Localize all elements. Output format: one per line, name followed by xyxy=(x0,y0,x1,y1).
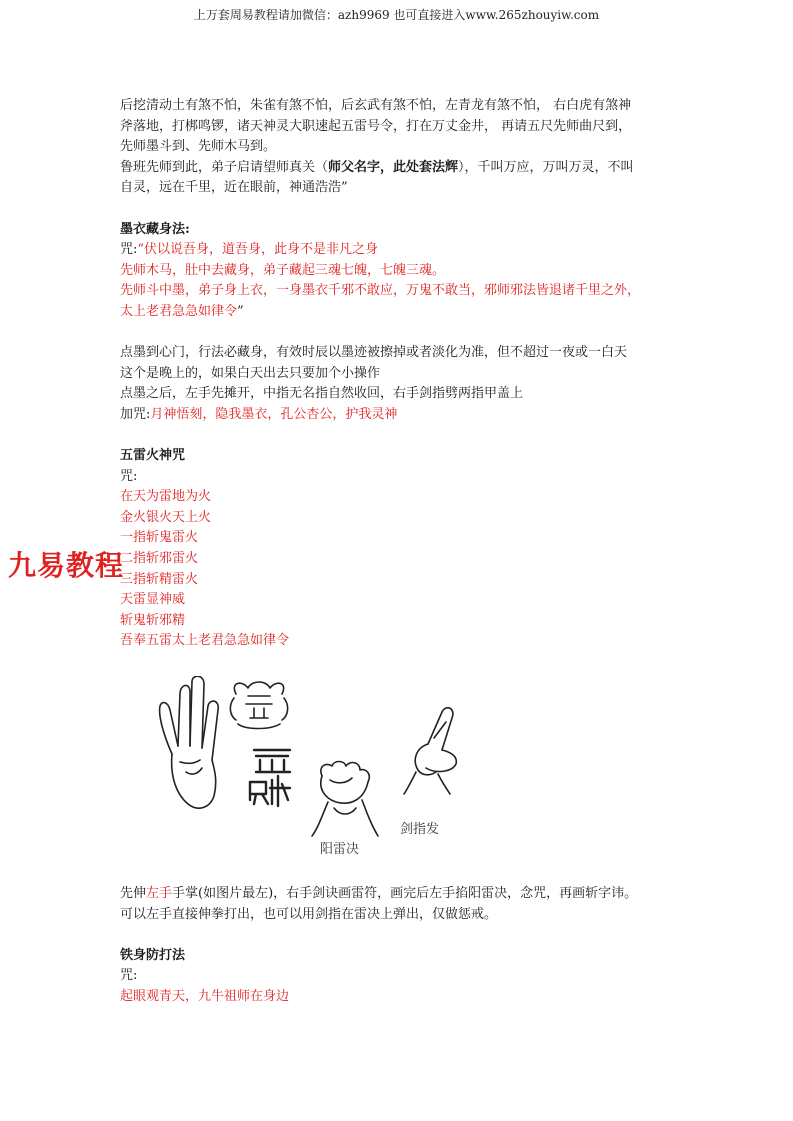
section-title-tieshen: 铁身防打法 xyxy=(120,947,186,963)
tieshen-zhou-label: 咒: xyxy=(120,968,138,984)
intro-line-4-a: 鲁班先师到此，弟子启请望师真关（ xyxy=(120,159,329,175)
open-palm-icon xyxy=(160,676,219,808)
moyi-zhou-line-1 xyxy=(120,240,680,261)
sword-finger-icon xyxy=(404,708,456,794)
intro-line-4-c: ），千叫万应，万叫万灵，不叫 xyxy=(458,159,634,175)
yang-lei-fist-icon xyxy=(312,762,378,837)
jiazhou-text: 月神悟刻，隐我墨衣，孔公杏公，护我灵神 xyxy=(150,406,398,422)
moyi-chant-3: 先师斗中墨，弟子身上衣，一身墨衣千邪不敢应，万鬼不敢当，邪师邪法皆退诸千里之外， xyxy=(120,283,641,299)
moyi-chant-4-a: 太上老君急急如律令 xyxy=(120,303,238,319)
wulei-line: 天雷显神威 xyxy=(120,592,186,608)
wulei-line: 二指斩邪雷火 xyxy=(120,551,199,567)
jiazhou-label: 加咒: xyxy=(120,406,151,422)
zhou-label: 咒: xyxy=(120,242,138,258)
moyi-desc-1: 点墨到心门，行法必藏身，有效时辰以墨迹被擦掉或者淡化为准，但不超过一夜或一白天 xyxy=(120,345,628,361)
intro-line-2: 斧落地，打梆鸣锣，诸天神灵大职速起五雷号令，打在万丈金井， 再请五尺先师曲尺到， xyxy=(120,118,632,134)
wulei-line: 吾奉五雷太上老君急急如律令 xyxy=(120,633,290,649)
after-line-1-c: 手掌(如图片最左)，右手剑诀画雷符，画完后左手掐阳雷决，念咒，再画斩字讳。 xyxy=(172,886,638,901)
moyi-desc-4 xyxy=(120,405,680,426)
intro-line-4 xyxy=(120,158,680,179)
tieshen-chant-1: 起眼观青天，九牛祖师在身边 xyxy=(120,988,290,1004)
wulei-line: 在天为雷地为火 xyxy=(120,489,212,505)
label-jianzhi: 剑指发 xyxy=(400,822,440,837)
label-yanglei: 阳雷决 xyxy=(320,842,360,857)
after-line-1-a: 先伸 xyxy=(120,886,147,901)
moyi-chant-2: 先师木马，肚中去藏身，弟子藏起三魂七魄，七魄三魂。 xyxy=(120,262,446,278)
thunder-talisman-icon xyxy=(230,682,287,729)
moyi-chant-1: “伏以说吾身，道吾身，此身不是非凡之身 xyxy=(137,242,379,258)
moyi-chant-4 xyxy=(120,302,680,323)
after-line-2: 可以左手直接伸拳打出，也可以用剑指在雷决上弹出，仅做惩戒。 xyxy=(120,906,498,922)
hand-gesture-figure xyxy=(150,676,480,856)
intro-line-5: 自灵，远在千里，近在眼前，神通浩浩” xyxy=(120,180,348,196)
page-header: 上万套周易教程请加微信：azh9969 也可直接进入www.265zhouyiw.com xyxy=(193,8,600,22)
section-title-wulei: 五雷火神咒 xyxy=(120,448,186,464)
wulei-zhou-label: 咒: xyxy=(120,468,138,484)
wulei-line: 斩鬼斩邪精 xyxy=(120,612,186,628)
after-line-1 xyxy=(120,884,680,905)
left-hand-highlight: 左手 xyxy=(146,886,173,901)
zhan-gui-glyph-icon xyxy=(250,750,290,806)
document-body-lower xyxy=(120,884,680,1008)
section-title-moyi: 墨衣藏身法: xyxy=(120,221,190,237)
moyi-desc-2: 这个是晚上的，如果白天出去只要加个小操作 xyxy=(120,365,381,381)
intro-line-3: 先师墨斗到、先师木马到。 xyxy=(120,139,277,155)
moyi-desc-3: 点墨之后，左手先摊开，中指无名指自然收回，右手剑指劈两指甲盖上 xyxy=(120,386,524,402)
watermark-logo: 九易教程 xyxy=(8,549,125,582)
master-name-note: 师父名字，此处套法辉 xyxy=(328,159,459,175)
intro-line-1: 后挖清动土有煞不怕，朱雀有煞不怕，后玄武有煞不怕，左青龙有煞不怕， 右白虎有煞神 xyxy=(120,98,632,113)
document-body xyxy=(120,96,680,652)
moyi-chant-4-b: ” xyxy=(237,303,244,319)
wulei-line: 三指斩精雷火 xyxy=(120,571,199,587)
wulei-line: 一指斩鬼雷火 xyxy=(120,530,199,546)
wulei-line: 金火银火天上火 xyxy=(120,509,212,525)
